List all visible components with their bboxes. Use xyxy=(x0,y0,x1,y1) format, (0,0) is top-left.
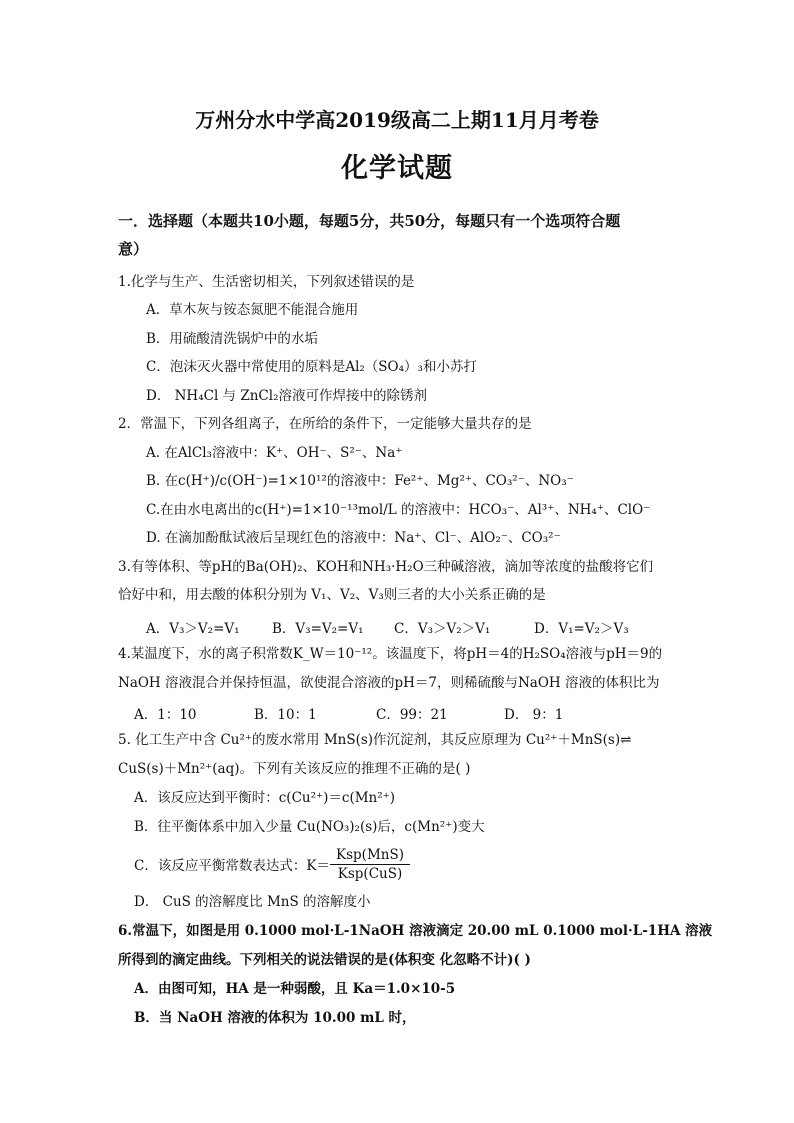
q1-option-a: A．草木灰与铵态氮肥不能混合施用 xyxy=(146,302,359,318)
q3-option-d: D．V₁=V₂＞V₃ xyxy=(534,621,629,637)
q4-option-a: A．1：10 xyxy=(134,707,197,723)
q3-option-c: C．V₃＞V₂＞V₁ xyxy=(394,621,491,637)
q2-option-a: A. 在AlCl₃溶液中：K⁺、OH⁻、S²⁻、Na⁺ xyxy=(146,445,403,461)
q2-option-b: B. 在c(H⁺)/c(OH⁻)=1×10¹²的溶液中：Fe²⁺、Mg²⁺、CO₃²⁻、NO₃⁻ xyxy=(146,473,574,489)
q4-stem-line1: 4.某温度下，水的离子积常数K_W＝10⁻¹²。该温度下，将pH＝4的H₂SO₄溶液与pH＝9的 xyxy=(118,646,663,662)
q5-ksp-denominator: Ksp(CuS) xyxy=(337,866,403,882)
q2-option-d: D. 在滴加酚酞试液后呈现红色的溶液中：Na⁺、Cl⁻、AlO₂⁻、CO₃²⁻ xyxy=(146,530,561,546)
q4-option-b: B．10：1 xyxy=(254,707,317,723)
q5-option-d: D． CuS 的溶解度比 MnS 的溶解度小 xyxy=(134,894,371,910)
q1-option-d: D． NH₄Cl 与 ZnCl₂溶液可作焊接中的除锈剂 xyxy=(146,388,427,404)
q3-stem-line2: 恰好中和，用去酸的体积分别为 V₁、V₂、V₃则三者的大小关系正确的是 xyxy=(118,587,546,603)
q4-option-c: C．99：21 xyxy=(376,707,448,723)
q3-option-b: B．V₃=V₂=V₁ xyxy=(272,621,364,637)
exam-title: 万州分水中学高2019级高二上期11月月考卷 xyxy=(195,108,599,132)
q6-stem-line1: 6.常温下，如图是用 0.1000 mol·L-1NaOH 溶液滴定 20.00 mL 0.1000 mol·L-1HA 溶液 xyxy=(118,923,713,939)
q3-stem-line1: 3.有等体积、等pH的Ba(OH)₂、KOH和NH₃·H₂O三种碱溶液，滴加等浓度的盐酸将它们 xyxy=(118,559,654,575)
q5-option-c: C．该反应平衡常数表达式：K＝ xyxy=(134,858,330,874)
q5-stem-line1: 5. 化工生产中含 Cu²⁺的废水常用 MnS(s)作沉淀剂，其反应原理为 Cu²⁺＋MnS(s)⇌ xyxy=(118,732,632,748)
q2-stem: 2．常温下，下列各组离子，在所给的条件下，一定能够大量共存的是 xyxy=(118,416,532,432)
q1-stem: 1.化学与生产、生活密切相关，下列叙述错误的是 xyxy=(118,274,415,290)
q1-option-b: B．用硫酸清洗锅炉中的水垢 xyxy=(146,331,318,347)
q5-ksp-fraction xyxy=(330,847,410,882)
q5-ksp-numerator: Ksp(MnS) xyxy=(330,847,410,865)
q2-option-c: C.在由水电离出的c(H⁺)=1×10⁻¹³mol/L 的溶液中：HCO₃⁻、Al³⁺、NH₄⁺、ClO⁻ xyxy=(146,502,651,518)
q4-option-d: D． 9：1 xyxy=(504,707,564,723)
section-heading-line1: 一．选择题（本题共10小题，每题5分，共50分，每题只有一个选项符合题 xyxy=(118,212,621,230)
q5-option-a: A．该反应达到平衡时：c(Cu²⁺)＝c(Mn²⁺) xyxy=(134,790,396,806)
q5-option-b: B．往平衡体系中加入少量 Cu(NO₃)₂(s)后，c(Mn²⁺)变大 xyxy=(134,819,485,835)
section-heading xyxy=(118,207,678,263)
q6-option-b: B．当 NaOH 溶液的体积为 10.00 mL 时， xyxy=(134,1010,416,1026)
q1-option-c: C．泡沫灭火器中常使用的原料是Al₂（SO₄）₃和小苏打 xyxy=(146,359,477,375)
q3-option-a: A．V₃＞V₂=V₁ xyxy=(146,621,240,637)
q5-stem-line2: CuS(s)＋Mn²⁺(aq)。下列有关该反应的推理不正确的是( ) xyxy=(118,761,471,777)
q6-stem-line2: 所得到的滴定曲线。下列相关的说法错误的是(体积变 化忽略不计)( ) xyxy=(118,952,531,968)
subject-title: 化学试题 xyxy=(341,153,453,184)
q6-option-a: A．由图可知，HA 是一种弱酸，且 Ka＝1.0×10-5 xyxy=(134,981,456,997)
q4-stem-line2: NaOH 溶液混合并保持恒温，欲使混合溶液的pH＝7，则稀硫酸与NaOH 溶液的体积比为 xyxy=(118,675,660,691)
section-heading-line2: 意） xyxy=(118,240,149,258)
